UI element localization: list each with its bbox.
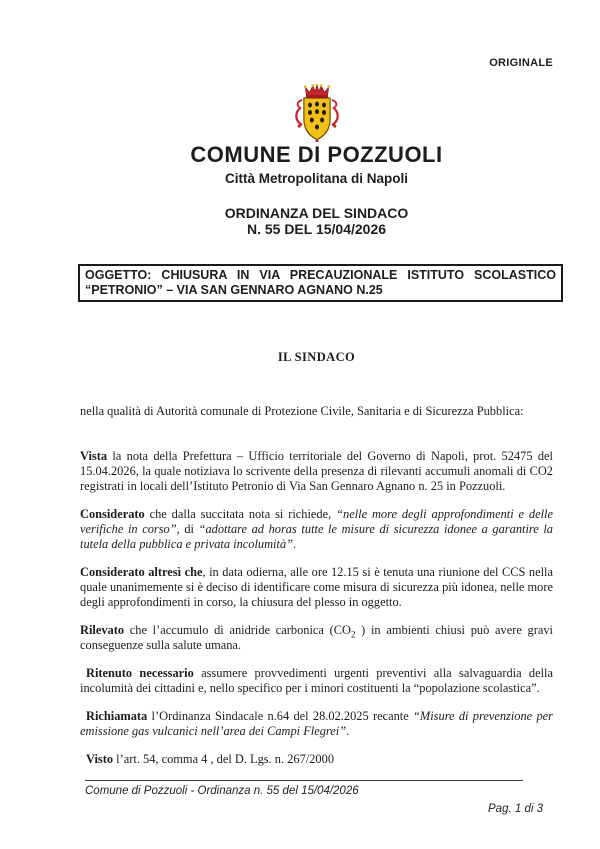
footer-rule <box>85 780 523 781</box>
paragraph: Considerato altresì che, in data odierna, alle ore 12.15 si è tenuta una riunione del CCS nella quale unanimemente si è deciso di identificare come misura di sicurezza più idonea, nelle more degli approfondimenti in corso, la chiusura del plesso in oggetto. <box>80 565 553 609</box>
section-heading-il-sindaco: IL SINDACO <box>277 350 356 364</box>
paragraph: Considerato che dalla succitata nota si richiede, “nelle more degli approfondimenti e delle verifiche in corso”, di “adottare ad horas tutte le misure di sicurezza idonee a garantire la tutela della pubblica e privata incolumità”. <box>80 507 554 551</box>
subject-box <box>78 264 563 302</box>
paragraph: Richiamata l’Ordinanza Sindacale n.64 del 28.02.2025 recante “Misure di prevenzione per emissione gas vulcanici nell’area dei Campi Flegrei”. <box>80 709 553 738</box>
ordinance-heading <box>80 206 553 237</box>
ordinance-title: ORDINANZA DEL SINDACO <box>224 205 409 221</box>
document-body <box>80 404 553 767</box>
paragraph: Ritenuto necessario assumere provvedimenti urgenti preventivi alla salvaguardia della incolumità dei cittadini e, nello specifico per i minori costituenti la “popolazione scolastica”. <box>80 666 553 695</box>
subject-line-2: “PETRONIO” – VIA SAN GENNARO AGNANO N.25 <box>85 282 383 297</box>
paragraph: Vista la nota della Prefettura – Ufficio territoriale del Governo di Napoli, prot. 52475 del 15.04.2026, la quale notiziava lo scrivente della presenza di rilevanti accumuli anomali di CO2 registrati in locali dell’Istituto Petronio di Via San Gennaro Agnano n. 25 in Pozzuoli. <box>80 449 553 493</box>
paragraph: Rilevato che l’accumulo di anidride carbonica ($CO_2$ ) in ambienti chiusi può avere gravi conseguenze sulla salute umana. <box>80 623 554 652</box>
paragraph: Visto l’art. 54, comma 4 , del D. Lgs. n. 267/2000 <box>86 752 335 766</box>
municipality-name: COMUNE DI POZZUOLI <box>190 142 443 167</box>
page-indicator: Pag. 1 di 3 <box>488 803 543 815</box>
paragraph: nella qualità di Autorità comunale di Protezione Civile, Sanitaria e di Sicurezza Pubblica: <box>80 404 524 418</box>
ordinance-number: N. 55 DEL 15/04/2026 <box>246 220 387 237</box>
subject-line-1: OGGETTO: CHIUSURA IN VIA PRECAUZIONALE ISTITUTO SCOLASTICO <box>85 268 556 282</box>
footer-reference: Comune di Pozzuoli - Ordinanza n. 55 del 15/04/2026 <box>85 785 359 797</box>
copy-label: ORIGINALE <box>489 57 553 69</box>
municipal-coat-of-arms-icon <box>288 84 346 142</box>
metro-city-subtitle: Città Metropolitana di Napoli <box>224 171 408 186</box>
header-crest-row <box>80 84 553 142</box>
